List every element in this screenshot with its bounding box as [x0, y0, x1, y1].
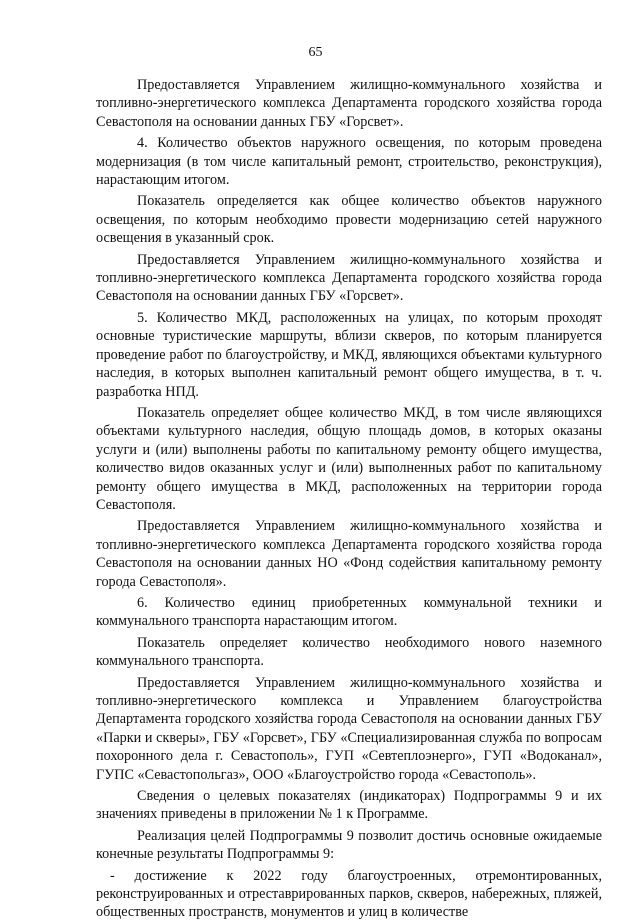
- paragraph: Сведения о целевых показателях (индикаторах) Подпрограммы 9 и их значениях приведены в приложении № 1 к Программе.: [96, 788, 602, 823]
- paragraph: Показатель определяет общее количество МКД, в том числе являющихся объектами культурного наследия, общую площадь домов, в которых оказаны услуги и (или) выполнены работы по капитальному ремонту общего имущества, количество видов оказанных услуг и (или) выполненных работ по капитальному ремонту общего имущества в МКД, расположенных на территории города Севастополя.: [96, 404, 602, 513]
- paragraph: Предоставляется Управлением жилищно-коммунального хозяйства и топливно-энергетического комплекса Департамента городского хозяйства города Севастополя на основании данных ГБУ «Горсвет».: [96, 77, 602, 130]
- paragraph: Предоставляется Управлением жилищно-коммунального хозяйства и топливно-энергетического комплекса Департамента городского хозяйства города Севастополя на основании данных НО «Фонд содействия капитальному ремонту города Севастополя».: [96, 518, 602, 590]
- paragraph: Предоставляется Управлением жилищно-коммунального хозяйства и топливно-энергетического комплекса Департамента городского хозяйства города Севастополя на основании данных ГБУ «Горсвет».: [96, 251, 602, 305]
- list-item: - достижение к 2022 году благоустроенных, отремонтированных, реконструированных и отреставрированных парков, скверов, набережных, пляжей, общественных пространств, монументов и улиц в количестве: [96, 867, 602, 921]
- paragraph: Показатель определяет количество необходимого нового наземного коммунального транспорта.: [96, 634, 602, 670]
- paragraph: Показатель определяется как общее количество объектов наружного освещения, по которым необходимо провести модернизацию сетей наружного освещения в указанный срок.: [96, 193, 602, 247]
- document-body: [96, 76, 602, 922]
- paragraph: 5. Количество МКД, расположенных на улицах, по которым проходят основные туристические маршруты, вблизи скверов, по которым планируется проведение работ по благоустройству, и МКД, являющихся объектами культурного наследия, в которых выполнен капитальный ремонт общего имущества, в т. ч. разработка НПД.: [96, 309, 602, 400]
- paragraph: 6. Количество единиц приобретенных коммунальной техники и коммунального транспорта нарастающим итогом.: [96, 594, 602, 630]
- page-number: 65: [308, 45, 323, 60]
- paragraph: Реализация целей Подпрограммы 9 позволит достичь основные ожидаемые конечные результаты Подпрограммы 9:: [96, 827, 602, 863]
- paragraph: Предоставляется Управлением жилищно-коммунального хозяйства и топливно-энергетического комплекса и Управлением благоустройства Департамента городского хозяйства города Севастополя на основании данных ГБУ «Парки и скверы», ГБУ «Горсвет», ГБУ «Специализированная служба по вопросам похоронного дела г. Севастополь», ГУП «Севтеплоэнерго», ГУП «Водоканал», ГУПС «Севастопольгаз», ООО «Благоустройство города «Севастополь».: [96, 674, 602, 783]
- paragraph: 4. Количество объектов наружного освещения, по которым проведена модернизация (в том числе капитальный ремонт, строительство, реконструкция), нарастающим итогом.: [96, 135, 602, 189]
